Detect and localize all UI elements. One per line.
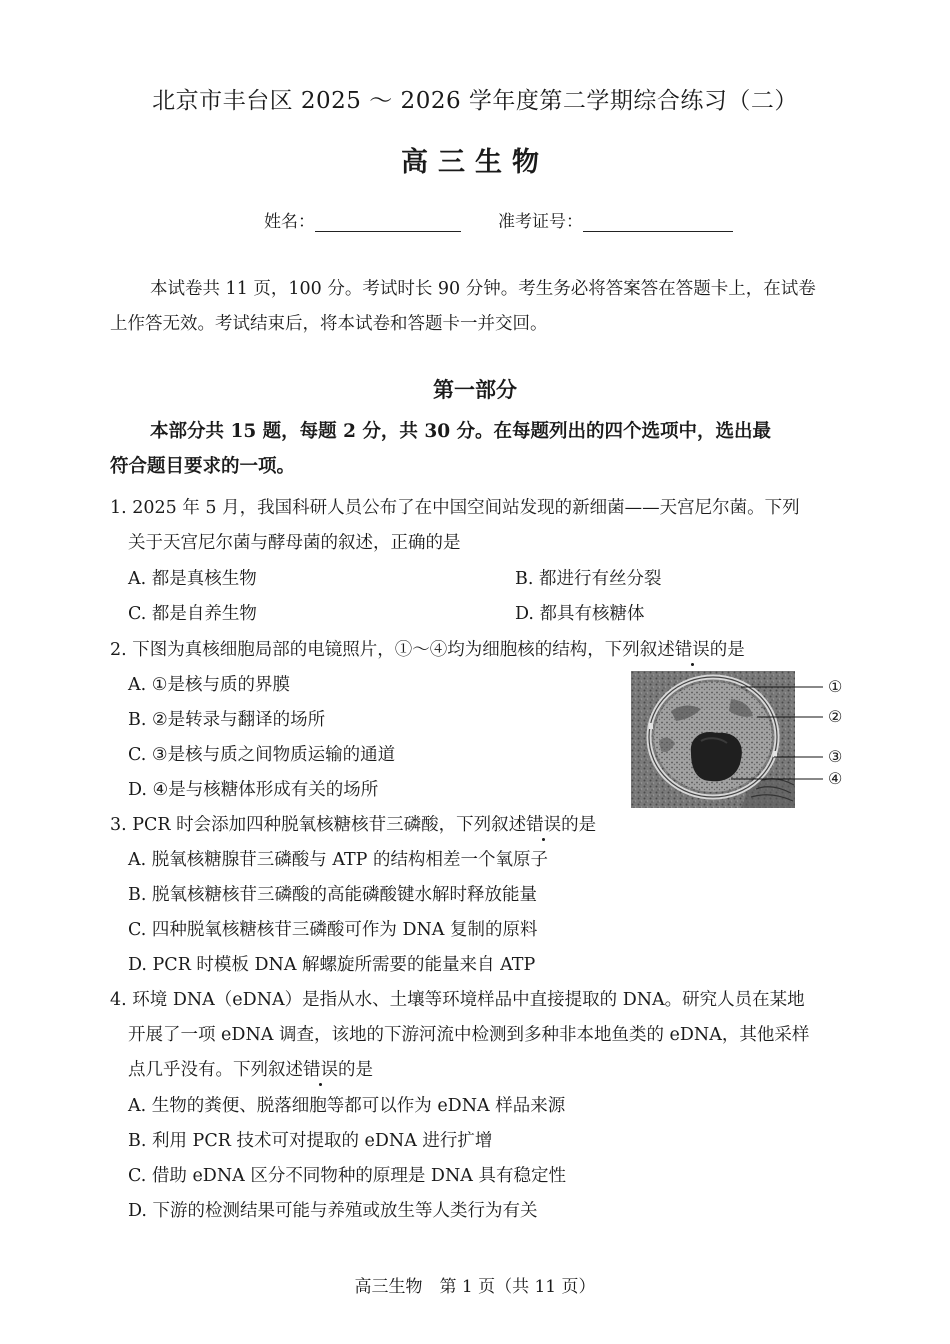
q3-stem-prefix: 3. PCR 时会添加四种脱氧核糖核苷三磷酸，下列叙述 bbox=[110, 815, 527, 835]
part-instruction-1: 本部分共 15 题，每题 2 分，共 30 分。在每题列出的四个选项中，选出最 bbox=[150, 421, 772, 442]
q3-stem-suffix: 的是 bbox=[561, 815, 597, 835]
part-instruction-2: 符合题目要求的一项。 bbox=[110, 456, 296, 477]
q2-option-c[interactable]: C. ③是核与质之间物质运输的通道 bbox=[128, 745, 396, 765]
subject-title: 高三生物 bbox=[401, 147, 549, 178]
q4-option-c[interactable]: C. 借助 eDNA 区分不同物种的原理是 DNA 具有稳定性 bbox=[128, 1166, 566, 1186]
q1-option-d[interactable]: D. 都具有核糖体 bbox=[515, 604, 645, 624]
q3-option-c[interactable]: C. 四种脱氧核糖核苷三磷酸可作为 DNA 复制的原料 bbox=[128, 920, 538, 940]
q4-option-d[interactable]: D. 下游的检测结果可能与养殖或放生等人类行为有关 bbox=[128, 1201, 538, 1221]
q4-stem-prefix: 点几乎没有。下列叙述 bbox=[128, 1060, 303, 1080]
q4-stem-line-1: 4. 环境 DNA（eDNA）是指从水、土壤等环境样品中直接提取的 DNA。研究人员在某地 bbox=[110, 990, 805, 1010]
figure-label-1: ① bbox=[828, 677, 843, 696]
q2-option-a[interactable]: A. ①是核与质的界膜 bbox=[128, 675, 290, 695]
q3-stem bbox=[110, 811, 596, 836]
name-label: 姓名： bbox=[264, 212, 315, 232]
q4-stem-line-2: 开展了一项 eDNA 调查，该地的下游河流中检测到多种非本地鱼类的 eDNA，其他采样 bbox=[128, 1025, 810, 1045]
q3-option-a[interactable]: A. 脱氧核糖腺苷三磷酸与 ATP 的结构相差一个氧原子 bbox=[128, 850, 549, 870]
q4-option-b[interactable]: B. 利用 PCR 技术可对提取的 eDNA 进行扩增 bbox=[128, 1131, 493, 1151]
figure-label-2: ② bbox=[828, 707, 843, 726]
q2-stem-suffix: 的是 bbox=[709, 640, 745, 660]
q1-option-a[interactable]: A. 都是真核生物 bbox=[128, 569, 257, 589]
q3-option-b[interactable]: B. 脱氧核糖核苷三磷酸的高能磷酸键水解时释放能量 bbox=[128, 885, 537, 905]
nucleus-micrograph bbox=[631, 671, 795, 808]
q1-option-c[interactable]: C. 都是自养生物 bbox=[128, 604, 257, 624]
q2-stem bbox=[110, 636, 745, 661]
q4-option-a[interactable]: A. 生物的粪便、脱落细胞等都可以作为 eDNA 样品来源 bbox=[128, 1096, 566, 1116]
name-field[interactable] bbox=[264, 207, 461, 232]
figure-label-4: ④ bbox=[828, 769, 843, 788]
figure-label-3: ③ bbox=[828, 747, 843, 766]
q1-stem-line-1: 1. 2025 年 5 月，我国科研人员公布了在中国空间站发现的新细菌——天宫尼尔菌。下列 bbox=[110, 498, 800, 518]
page-footer: 高三生物 第 1 页（共 11 页） bbox=[354, 1277, 596, 1297]
q3-emphasis: 错误 bbox=[526, 815, 562, 835]
q3-option-d[interactable]: D. PCR 时模板 DNA 解螺旋所需要的能量来自 ATP bbox=[128, 955, 536, 975]
intro-line-1: 本试卷共 11 页，100 分。考试时长 90 分钟。考生务必将答案答在答题卡上，在试卷 bbox=[150, 279, 816, 299]
q1-option-b[interactable]: B. 都进行有丝分裂 bbox=[515, 569, 662, 589]
q4-stem-line-3 bbox=[128, 1056, 373, 1081]
exam-title: 北京市丰台区 2025 ～ 2026 学年度第二学期综合练习（二） bbox=[152, 88, 798, 114]
exam-id-label: 准考证号： bbox=[498, 212, 583, 232]
callout-leaders bbox=[795, 671, 825, 808]
exam-id-field[interactable] bbox=[498, 207, 733, 232]
intro-line-2: 上作答无效。考试结束后，将本试卷和答题卡一并交回。 bbox=[110, 314, 548, 334]
q2-emphasis: 错误 bbox=[674, 640, 710, 660]
exam-id-blank[interactable] bbox=[583, 213, 733, 232]
micrograph-image bbox=[631, 671, 795, 808]
q4-stem-suffix: 的是 bbox=[338, 1060, 373, 1080]
q2-option-d[interactable]: D. ④是与核糖体形成有关的场所 bbox=[128, 780, 379, 800]
q1-stem-line-2: 关于天宫尼尔菌与酵母菌的叙述，正确的是 bbox=[128, 533, 461, 553]
part-title: 第一部分 bbox=[433, 377, 517, 402]
q2-stem-prefix: 2. 下图为真核细胞局部的电镜照片，①～④均为细胞核的结构，下列叙述 bbox=[110, 640, 675, 660]
name-blank[interactable] bbox=[315, 213, 461, 232]
q2-option-b[interactable]: B. ②是转录与翻译的场所 bbox=[128, 710, 326, 730]
q4-emphasis: 错误 bbox=[303, 1060, 338, 1080]
